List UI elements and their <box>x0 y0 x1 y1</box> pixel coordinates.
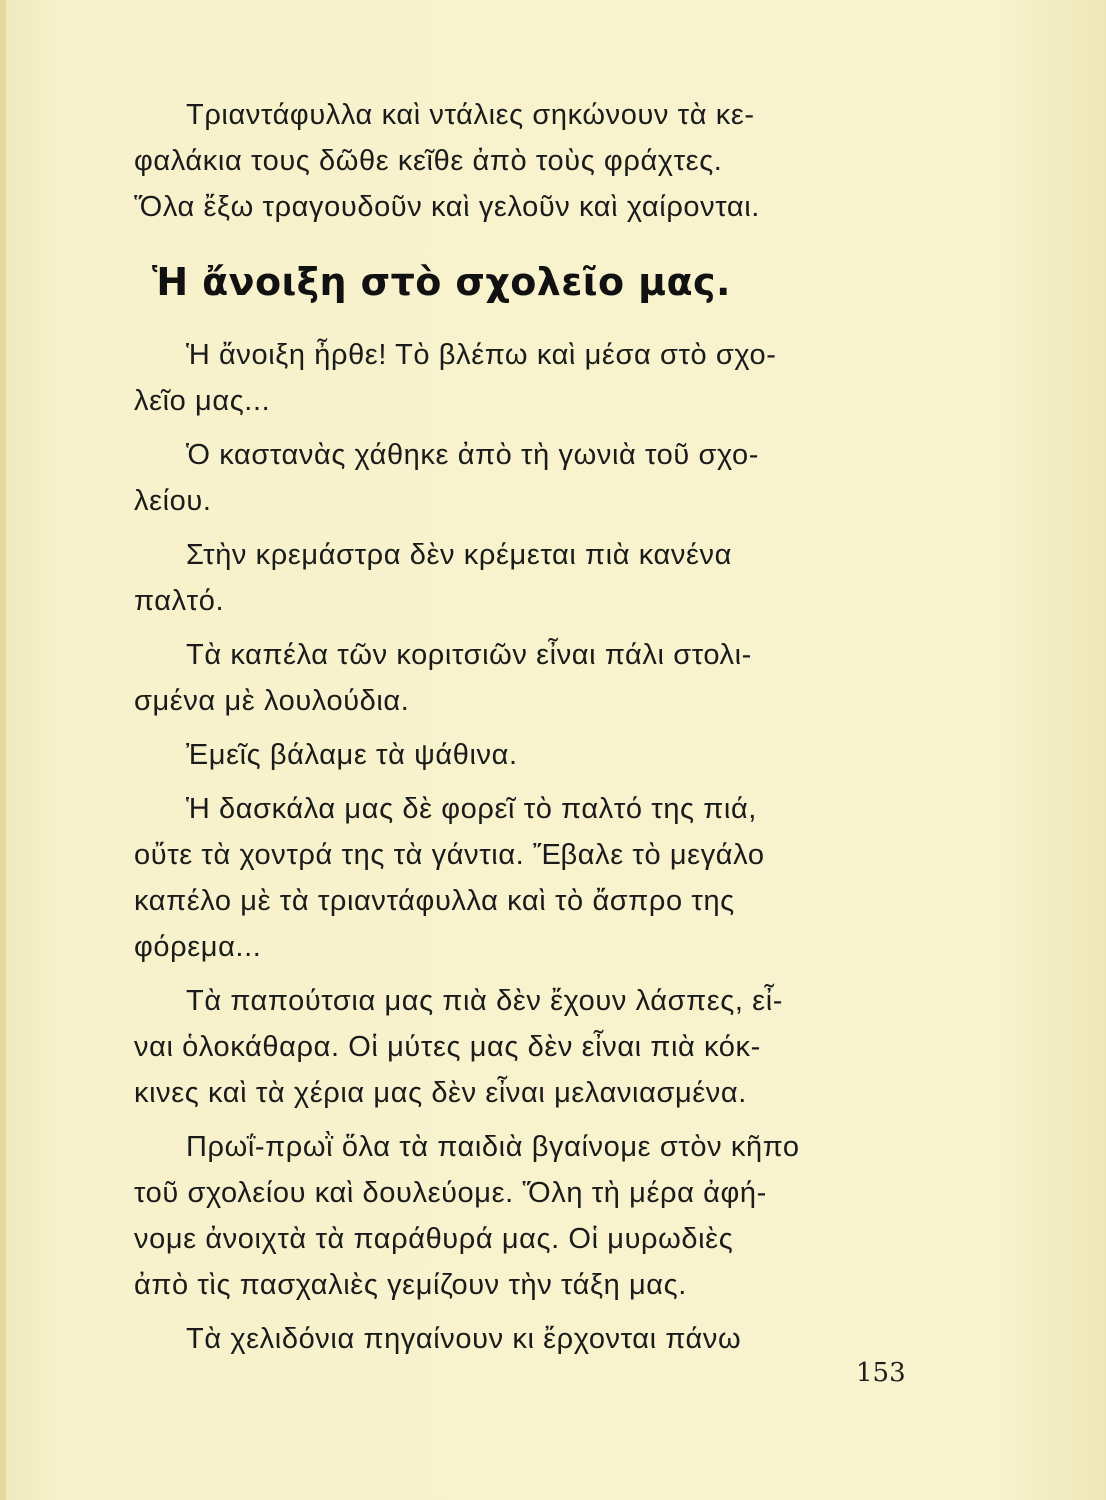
paragraph-line: λεῖο μας... <box>134 385 271 417</box>
paragraph <box>134 632 924 724</box>
paragraph-line: ἀπὸ τὶς πασχαλιὲς γεμίζουν τὴν τάξη μας. <box>134 1269 687 1301</box>
section-heading: Ἡ ἄνοιξη στὸ σχολεῖο μας. <box>152 260 731 304</box>
paragraph <box>134 732 924 778</box>
paragraph-line: ναι ὁλοκάθαρα. Οἱ μύτες μας δὲν εἶναι πιὰ κόκ- <box>134 1031 761 1063</box>
paragraph <box>134 978 924 1116</box>
paragraph <box>134 532 924 624</box>
paragraph-line: Ἡ δασκάλα μας δὲ φορεῖ τὸ παλτό της πιά, <box>186 793 757 825</box>
paragraph-line: λείου. <box>134 485 212 517</box>
intro-line: Ὅλα ἔξω τραγουδοῦν καὶ γελοῦν καὶ χαίρονται. <box>134 191 760 223</box>
page-number: 153 <box>856 1358 906 1388</box>
paragraph-line: Στὴν κρεμάστρα δὲν κρέμεται πιὰ κανένα <box>186 539 732 571</box>
paragraph-line: Ἡ ἄνοιξη ἦρθε! Τὸ βλέπω καὶ μέσα στὸ σχο- <box>186 339 777 371</box>
paragraph-line: σμένα μὲ λουλούδια. <box>134 685 410 717</box>
paragraph-line: καπέλο μὲ τὰ τριαντάφυλλα καὶ τὸ ἄσπρο της <box>134 885 735 917</box>
paragraph-line: Τὰ παπούτσια μας πιὰ δὲν ἔχουν λάσπες, εἶ- <box>186 985 784 1017</box>
paragraph-line: Ἐμεῖς βάλαμε τὰ ψάθινα. <box>186 739 518 771</box>
paragraph-line: φόρεμα... <box>134 931 262 963</box>
paragraph <box>134 332 924 424</box>
paragraph <box>134 432 924 524</box>
paragraph-line: κινες καὶ τὰ χέρια μας δὲν εἶναι μελανιασμένα. <box>134 1077 747 1109</box>
paragraph-line: Τὰ χελιδόνια πηγαίνουν κι ἔρχονται πάνω <box>186 1323 742 1355</box>
paragraph-line: Τὰ καπέλα τῶν κοριτσιῶν εἶναι πάλι στολι- <box>186 639 752 671</box>
intro-line: φαλάκια τους δῶθε κεῖθε ἀπὸ τοὺς φράχτες. <box>134 145 723 177</box>
paragraph <box>134 786 924 970</box>
paragraph-line: παλτό. <box>134 585 225 617</box>
paragraph-line: οὔτε τὰ χοντρά της τὰ γάντια. Ἔβαλε τὸ μεγάλο <box>134 839 765 871</box>
paragraph-line: τοῦ σχολείου καὶ δουλεύομε. Ὅλη τὴ μέρα ἀφή- <box>134 1177 767 1209</box>
paragraph-line: Ὁ καστανὰς χάθηκε ἀπὸ τὴ γωνιὰ τοῦ σχο- <box>186 439 760 471</box>
page-binding-edge <box>0 0 6 1500</box>
intro-line: Τριαντάφυλλα καὶ ντάλιες σηκώνουν τὰ κε- <box>186 99 755 131</box>
page-text <box>134 92 924 1362</box>
paragraph <box>134 1124 924 1308</box>
paragraph-line: νομε ἀνοιχτὰ τὰ παράθυρά μας. Οἱ μυρωδιὲς <box>134 1223 734 1255</box>
paragraph-line: Πρωΐ-πρωῒ ὅλα τὰ παιδιὰ βγαίνομε στὸν κῆπο <box>186 1131 800 1163</box>
paragraph <box>134 1316 924 1362</box>
